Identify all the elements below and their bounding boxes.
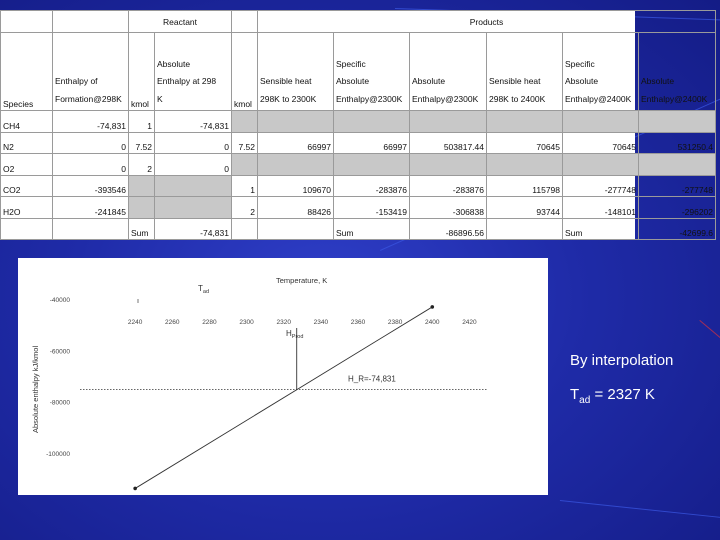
kmol-product-header: kmol	[232, 33, 258, 111]
table-row: O2 0 2 0	[1, 154, 716, 175]
y-tick-label: -40000	[49, 297, 70, 304]
reactant-group-header: Reactant	[129, 11, 232, 33]
sensible-heat-2300-header: Sensible heat 298K to 2300K	[258, 33, 334, 111]
products-group-header: Products	[258, 11, 716, 33]
data-point-low	[133, 487, 137, 491]
x-tick-label: 2280	[202, 319, 217, 326]
x-tick-label: 2300	[239, 319, 254, 326]
y-tick-label: -80000	[49, 399, 70, 407]
kmol-reactant-header: kmol	[129, 33, 155, 111]
decorative-line	[560, 500, 720, 520]
absolute-enthalpy-2400-header: Absolute Enthalpy@2400K	[639, 33, 716, 111]
tad-annotation: $T_{ad}$	[198, 284, 210, 295]
x-tick-label: 2260	[165, 319, 180, 326]
adiabatic-temperature-result: $T_{ad} = 2327$ K	[570, 386, 655, 406]
table-row: CO2 -393546 1 109670 -283876 -283876 115798 -277748 -277748	[1, 175, 716, 196]
x-tick-label: 2240	[127, 319, 143, 326]
x-tick-label: 2360	[350, 319, 366, 326]
product-enthalpy-annotation: $H_{Prod}$	[286, 329, 304, 340]
interpolation-chart	[18, 258, 548, 495]
chart-title: Temperature, K	[276, 276, 328, 285]
x-tick-label: 2400	[425, 319, 440, 326]
absolute-enthalpy-2300-header: Absolute Enthalpy@2300K	[410, 33, 487, 111]
data-point-high	[430, 305, 434, 309]
enthalpy-table	[0, 10, 716, 240]
interpolation-label: By interpolation	[570, 352, 674, 369]
tad-annotation-subscript: ad	[202, 289, 210, 295]
table-row: CH4 -74,831 1 -74,831	[1, 111, 716, 132]
y-axis-label: Absolute enthalpy kJ/kmol	[31, 345, 40, 433]
x-tick-label: 2380	[387, 319, 403, 326]
interpolation-chart-panel	[18, 258, 548, 495]
absolute-enthalpy-298-header: Absolute Enthalpy at 298 K	[155, 33, 232, 111]
x-tick-label: 2340	[313, 319, 329, 326]
enthalpy-formation-header: Enthalpy of Formation@298K	[53, 33, 129, 111]
x-tick-label: 2420	[462, 319, 477, 326]
specific-abs-enthalpy-2300-header: Specific Absolute Enthalpy@2300K	[334, 33, 410, 111]
enthalpy-table-panel	[0, 10, 714, 240]
x-tick-label: 2320	[276, 319, 291, 326]
reactant-enthalpy-label: H_R=-74,831	[348, 374, 396, 384]
specific-abs-enthalpy-2400-header: Specific Absolute Enthalpy@2400K	[563, 33, 639, 111]
y-tick-label: -60000	[49, 348, 70, 356]
product-enthalpy-line	[135, 307, 432, 489]
species-header: Species	[1, 33, 53, 111]
sum-row: Sum -74,831 Sum -86896.56 Sum -42699.6	[1, 218, 716, 239]
product-enthalpy-annotation-subscript: Prod	[291, 334, 304, 340]
sensible-heat-2400-header: Sensible heat 298K to 2400K	[487, 33, 563, 111]
y-tick-label: -100000	[46, 451, 70, 458]
table-row: N2 0 7.52 0 7.52 66997 66997 503817.44 70645 70645 531250.4	[1, 132, 716, 153]
column-header-row	[1, 33, 716, 111]
table-row: H2O -241845 2 88426 -153419 -306838 93744 -148101 -296202	[1, 197, 716, 218]
group-header-row	[1, 11, 716, 33]
decorative-line	[699, 320, 720, 346]
